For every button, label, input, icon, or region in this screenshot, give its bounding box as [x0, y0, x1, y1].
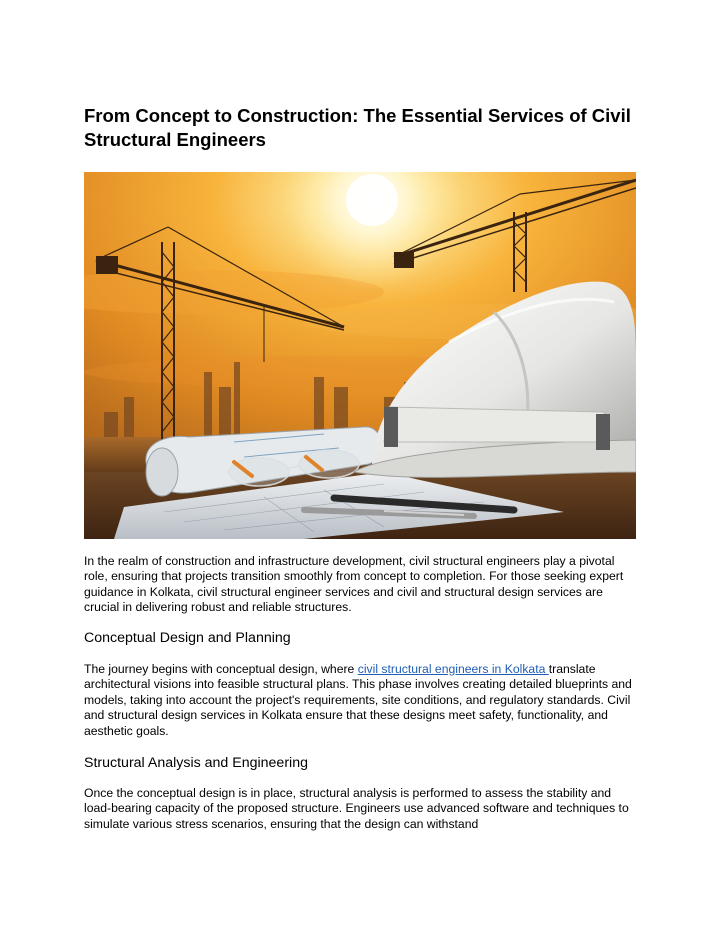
hero-image — [84, 172, 636, 539]
intro-paragraph: In the realm of construction and infrastructure development, civil structural engineers play a pivotal role, ensuring that projects transition smoothly from concept to completion. For those seeking expert guidance in Kolkata, civil structural engineer services and civil and structural design services are crucial in delivering robust and reliable structures. — [84, 554, 624, 615]
document-title: From Concept to Construction: The Essential Services of Civil Structural Engineers — [84, 105, 631, 150]
conceptual-design-paragraph — [84, 662, 636, 739]
civil-structural-engineers-kolkata-link[interactable]: civil structural engineers in Kolkata — [357, 662, 549, 676]
construction-helmet-cranes-image — [84, 172, 636, 539]
section-heading-conceptual-design: Conceptual Design and Planning — [84, 630, 291, 646]
conceptual-design-text-after: translate architectural visions into feasible structural plans. This phase involves creating detailed blueprints and models, taking into account the project's requirements, site conditions, and regulatory standards. Civil and structural design services in Kolkata ensure that these designs meet safety, functionality, and aesthetic goals. — [84, 662, 632, 738]
conceptual-design-text-before: The journey begins with conceptual design, where — [84, 662, 358, 676]
section-heading-structural-analysis: Structural Analysis and Engineering — [84, 755, 308, 771]
structural-analysis-paragraph: Once the conceptual design is in place, structural analysis is performed to assess the stability and load-bearing capacity of the proposed structure. Engineers use advanced software and techniques to simulate various stress scenarios, ensuring that the design can withstand — [84, 786, 629, 831]
